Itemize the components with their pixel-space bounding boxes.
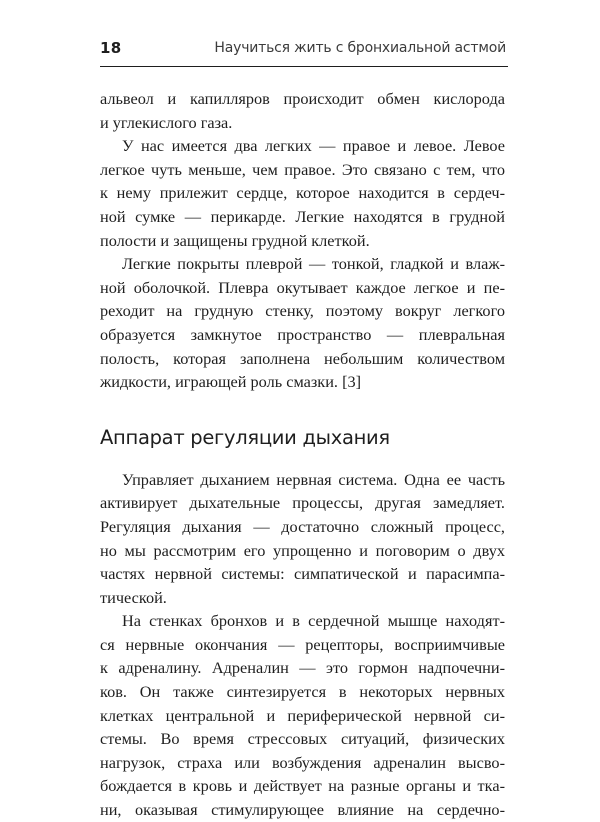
text-line: но мы рассмотрим его упрощенно и поговорим о двух [100,540,505,560]
page-number: 18 [100,39,122,57]
running-head: Научиться жить с бронхиальной астмой [214,40,506,56]
text-line: ной оболочкой. Плевра окутывает каждое легкое и пе- [100,277,505,297]
section-heading: Аппарат регуляции дыхания [100,425,390,449]
text-line: бождается в кровь и действует на разные органы и тка- [100,776,505,796]
text-line: На стенках бронхов и в сердечной мышце находят- [122,611,505,631]
section-anatomy-text [100,87,505,394]
text-line: ков. Он также синтезируется в некоторых нервных [100,682,505,702]
text-line: тической. [100,587,167,607]
paragraph [100,468,505,610]
text-line: ной сумке — перикарде. Легкие находятся в грудной [100,206,505,226]
text-line: и углекислого газа. [100,112,233,132]
text-line: ни, оказывая стимулирующее влияние на сердечно- [100,800,505,820]
text-line: реходит на грудную стенку, поэтому вокруг легкого [100,301,505,321]
text-line: альвеол и капилляров происходит обмен кислорода [100,89,505,108]
text-line: нагрузок, страха или возбуждения адреналин высво- [100,752,505,772]
text-line: к адреналину. Адреналин — это гормон надпочечни- [100,658,505,678]
text-line: легкое чуть меньше, чем правое. Это связано с тем, что [100,159,505,179]
text-line: образуется замкнутое пространство — плевральная [100,324,505,344]
paragraph [100,87,505,134]
text-line: частях нервной системы: симпатической и парасимпа- [100,564,505,584]
text-line: жидкости, играющей роль смазки. [3] [100,372,362,392]
text-line: Управляет дыханием нервная система. Одна ее часть [122,469,505,489]
page-body [100,87,505,822]
text-line: к нему прилежит сердце, которое находится в сердеч- [100,183,505,203]
text-line: клетках центральной и периферической нервной си- [100,705,505,725]
header-rule [100,66,508,67]
text-line: активирует дыхательные процессы, другая замедляет. [100,493,505,513]
text-line: стемы. Во время стрессовых ситуаций, физических [100,729,505,749]
text-line: полости и защищены грудной клеткой. [100,230,370,250]
paragraph [100,252,505,394]
text-line: У нас имеется два легких — правое и левое. Левое [122,136,505,156]
text-line: ся нервные окончания — рецепторы, восприимчивые [100,634,505,654]
text-line: полость, которая заполнена небольшим количеством [100,348,505,368]
text-line: Регуляция дыхания — достаточно сложный процесс, [100,516,505,536]
paragraph [100,134,505,252]
paragraph [100,609,505,821]
text-line: Легкие покрыты плеврой — тонкой, гладкой и влаж- [122,254,505,274]
section-regulation-text [100,468,505,822]
